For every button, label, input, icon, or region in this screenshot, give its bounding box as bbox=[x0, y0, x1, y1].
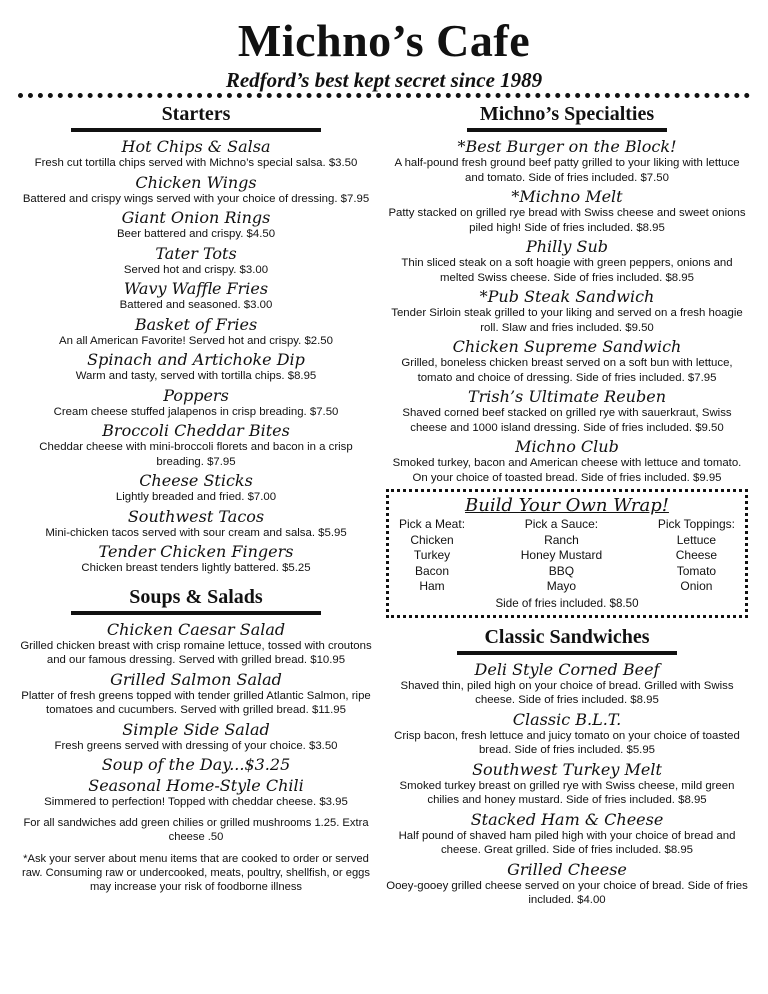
menu-item bbox=[18, 315, 374, 349]
item-description: Tender Sirloin steak grilled to your liking and served on a fresh hoagie roll. Slaw and fries included. $9.50 bbox=[391, 307, 743, 334]
addons-note: For all sandwiches add green chilies or grilled mushrooms 1.25. Extra cheese .50 bbox=[23, 816, 369, 843]
wrap-option: Ham bbox=[419, 579, 445, 593]
menu-item bbox=[18, 507, 374, 541]
item-name: Southwest Turkey Melt bbox=[472, 759, 662, 779]
item-description: Thin sliced steak on a soft hoagie with green peppers, onions and melted Swiss cheese. Side of fries included. $8.95 bbox=[401, 257, 733, 284]
specialties-list bbox=[386, 137, 748, 485]
menu-item bbox=[18, 386, 374, 420]
menu-item bbox=[18, 350, 374, 384]
item-description: An all American Favorite! Served hot and crispy. $2.50 bbox=[59, 334, 333, 347]
item-name: Classic B.L.T. bbox=[512, 709, 622, 729]
item-name: Wavy Waffle Fries bbox=[123, 279, 269, 298]
item-name: Chicken Supreme Sandwich bbox=[452, 337, 682, 356]
menu-title: Michno’s Cafe bbox=[237, 15, 531, 66]
item-name: Seasonal Home-Style Chili bbox=[88, 776, 304, 795]
specialties-heading-rule bbox=[467, 128, 667, 132]
menu-tagline: Redford’s best kept secret since 1989 bbox=[225, 68, 543, 92]
item-name: Stacked Ham & Cheese bbox=[470, 809, 664, 829]
wrap-topping-column bbox=[658, 517, 735, 595]
soups-heading: Soups & Salads bbox=[129, 585, 263, 608]
menu-item bbox=[386, 337, 748, 385]
item-description: Beer battered and crispy. $4.50 bbox=[116, 228, 276, 240]
starters-heading-rule bbox=[71, 128, 321, 132]
wrap-option: Ranch bbox=[544, 532, 579, 547]
item-name: Tender Chicken Fingers bbox=[98, 542, 294, 561]
item-name: Giant Onion Rings bbox=[121, 208, 271, 227]
item-description: Shaved corned beef stacked on grilled rye with sauerkraut, Swiss cheese and 1000 island dressing. Side of fries included. $9.50 bbox=[402, 407, 732, 434]
menu-item bbox=[18, 776, 374, 810]
item-description: Grilled chicken breast with crisp romaine lettuce, tossed with croutons and our famous dressing. Served with grilled bread. $10.95 bbox=[20, 639, 372, 666]
item-name: Hot Chips & Salsa bbox=[121, 137, 271, 156]
item-name: Poppers bbox=[163, 385, 229, 405]
item-name: Grilled Salmon Salad bbox=[110, 669, 282, 689]
wrap-topping-heading: Pick Toppings: bbox=[657, 517, 735, 531]
item-name: Cheese Sticks bbox=[139, 471, 253, 490]
item-description: Lightly breaded and fried. $7.00 bbox=[115, 491, 277, 503]
item-description: Platter of fresh greens topped with tender grilled Atlantic Salmon, ripe tomatoes and cucumbers. Served with grilled bread. $11.95 bbox=[21, 689, 371, 716]
item-description: Served hot and crispy. $3.00 bbox=[123, 263, 269, 276]
starters-list bbox=[18, 137, 374, 576]
item-description: Chicken breast tenders lightly battered. $5.25 bbox=[81, 562, 311, 574]
item-name: Southwest Tacos bbox=[127, 506, 265, 526]
sandwiches-heading: Classic Sandwiches bbox=[484, 625, 650, 648]
item-name: Basket of Fries bbox=[134, 314, 258, 334]
item-name: Philly Sub bbox=[525, 237, 609, 256]
item-description: Mini-chicken tacos served with sour cream and salsa. $5.95 bbox=[45, 526, 347, 539]
item-name: Broccoli Cheddar Bites bbox=[102, 421, 290, 440]
menu-item bbox=[18, 720, 374, 754]
specialties-heading: Michno’s Specialties bbox=[479, 103, 655, 125]
menu-item bbox=[18, 542, 374, 576]
soups-list bbox=[18, 620, 374, 810]
item-description: Warm and tasty, served with tortilla chips. $8.95 bbox=[75, 370, 317, 382]
wrap-option: Tomato bbox=[676, 563, 717, 578]
item-description: Crisp bacon, fresh lettuce and juicy tomato on your choice of toasted bread. Side of fries included. $5.95 bbox=[394, 729, 740, 756]
menu-item bbox=[386, 660, 748, 708]
item-description: Patty stacked on grilled rye bread with Swiss cheese and sweet onions piled high! Side of fries included. $8.95 bbox=[388, 207, 746, 234]
wrap-footer: Side of fries included. $8.50 bbox=[495, 596, 639, 610]
sandwiches-list bbox=[386, 660, 748, 908]
item-name: Spinach and Artichoke Dip bbox=[87, 350, 305, 369]
item-name: Tater Tots bbox=[155, 243, 237, 263]
item-name: Michno Club bbox=[515, 437, 619, 456]
wrap-option: Turkey bbox=[413, 548, 451, 562]
menu-item bbox=[18, 620, 374, 668]
menu-item bbox=[18, 279, 374, 313]
menu-item bbox=[18, 471, 374, 505]
item-name: Soup of the Day...$3.25 bbox=[101, 755, 291, 774]
menu-item bbox=[18, 755, 374, 774]
item-description: A half-pound fresh ground beef patty grilled to your liking with lettuce and tomato. Side of fries included. $7.50 bbox=[394, 157, 740, 184]
item-name: Trish’s Ultimate Reuben bbox=[467, 387, 666, 406]
item-description: Fresh cut tortilla chips served with Michno’s special salsa. $3.50 bbox=[34, 157, 358, 169]
item-description: Smoked turkey breast on grilled rye with Swiss cheese, mild green chilies and honey mustard. Side of fries included. $8.95 bbox=[399, 779, 735, 806]
wrap-sauce-column bbox=[521, 517, 602, 595]
item-name: Chicken Wings bbox=[135, 172, 257, 192]
item-name: *Pub Steak Sandwich bbox=[479, 287, 655, 306]
menu-item bbox=[386, 187, 748, 235]
item-name: *Best Burger on the Block! bbox=[457, 137, 677, 156]
item-name: Deli Style Corned Beef bbox=[474, 659, 660, 679]
menu-item bbox=[386, 437, 748, 485]
wrap-sauce-heading: Pick a Sauce: bbox=[524, 517, 599, 531]
wrap-option: Mayo bbox=[546, 579, 577, 593]
item-description: Battered and crispy wings served with your choice of dressing. $7.95 bbox=[22, 192, 370, 205]
wrap-option: Cheese bbox=[675, 548, 718, 562]
menu-item bbox=[386, 137, 748, 185]
item-description: Ooey-gooey grilled cheese served on your choice of bread. Side of fries included. $4.00 bbox=[386, 879, 748, 906]
right-column bbox=[386, 103, 748, 910]
left-column bbox=[18, 103, 374, 894]
menu-item bbox=[386, 810, 748, 858]
item-name: Chicken Caesar Salad bbox=[106, 619, 286, 639]
menu-item bbox=[18, 670, 374, 718]
item-description: Half pound of shaved ham piled high with your choice of bread and cheese. Great grilled. Side of fries included. $8.95 bbox=[398, 829, 736, 856]
menu-item bbox=[18, 208, 374, 242]
item-description: Simmered to perfection! Topped with cheddar cheese. $3.95 bbox=[44, 796, 348, 808]
wrap-option: Lettuce bbox=[676, 532, 717, 547]
item-name: *Michno Melt bbox=[511, 187, 623, 206]
food-safety-note: *Ask your server about menu items that are cooked to order or served raw. Consuming raw or undercooked, meats, poultry, shellfish, or eggs may increase your risk of foodborne illness bbox=[21, 852, 370, 893]
soups-heading-rule bbox=[71, 611, 321, 615]
item-description: Cheddar cheese with mini-broccoli florets and bacon in a crisp breading. $7.95 bbox=[39, 441, 353, 468]
sandwiches-heading-rule bbox=[457, 651, 677, 655]
wrap-meat-heading: Pick a Meat: bbox=[399, 517, 466, 531]
item-name: Grilled Cheese bbox=[507, 859, 627, 879]
item-description: Shaved thin, piled high on your choice of bread. Grilled with Swiss cheese. Side of fries included. $8.95 bbox=[400, 679, 734, 706]
item-description: Cream cheese stuffed jalapenos in crisp breading. $7.50 bbox=[53, 405, 339, 418]
menu-item bbox=[386, 287, 748, 335]
starters-heading: Starters bbox=[161, 103, 231, 125]
wrap-option: BBQ bbox=[548, 563, 575, 578]
menu-item bbox=[18, 137, 374, 171]
menu-item bbox=[386, 860, 748, 908]
menu-item bbox=[18, 244, 374, 278]
build-wrap-box bbox=[386, 489, 748, 618]
item-description: Battered and seasoned. $3.00 bbox=[119, 299, 273, 311]
wrap-title: Build Your Own Wrap! bbox=[465, 495, 669, 516]
menu-item bbox=[386, 760, 748, 808]
wrap-option: Onion bbox=[680, 579, 713, 593]
menu-item bbox=[386, 237, 748, 285]
menu-item bbox=[18, 173, 374, 207]
wrap-option: Bacon bbox=[415, 563, 450, 578]
menu-item bbox=[18, 421, 374, 469]
menu-item bbox=[386, 387, 748, 435]
item-name: Simple Side Salad bbox=[122, 719, 270, 739]
wrap-option: Chicken bbox=[410, 532, 454, 547]
menu-item bbox=[386, 710, 748, 758]
wrap-option: Honey Mustard bbox=[520, 548, 603, 562]
item-description: Fresh greens served with dressing of your choice. $3.50 bbox=[54, 739, 338, 752]
item-description: Smoked turkey, bacon and American cheese with lettuce and tomato. On your choice of toasted bread. Side of fries included. $9.95 bbox=[392, 457, 742, 484]
item-description: Grilled, boneless chicken breast served on a soft bun with lettuce, tomato and choice of dressing. Side of fries included. $7.95 bbox=[401, 357, 733, 384]
wrap-meat-column bbox=[399, 517, 465, 595]
dotted-divider bbox=[18, 93, 750, 98]
